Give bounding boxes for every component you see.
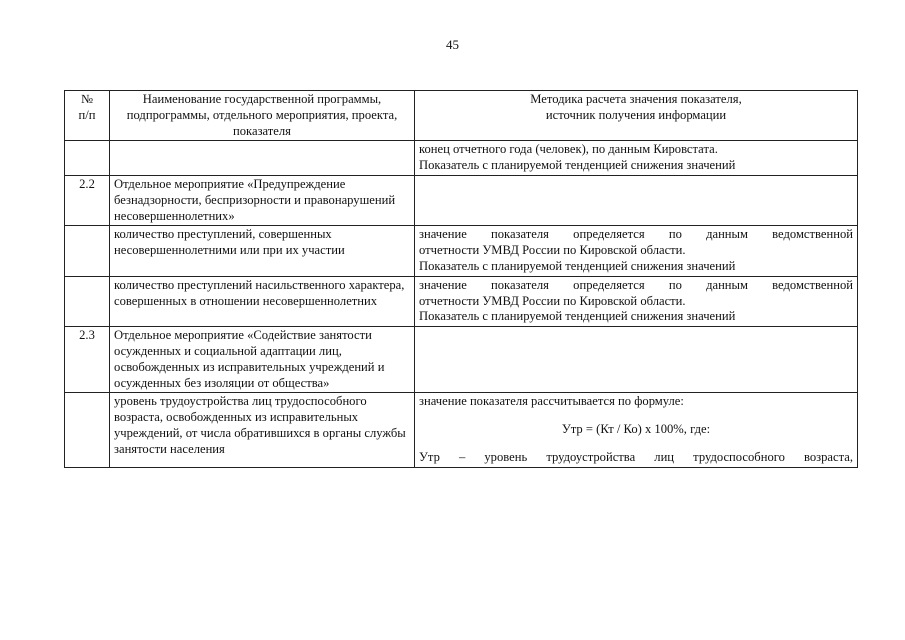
row-number	[65, 141, 110, 176]
row-name: Отдельное мероприятие «Содействие занятости осужденных и социальной адаптации лиц, освобожденных из исправительных учреждений и осужденных без изоляции от общества»	[110, 327, 415, 393]
row-name: Отдельное мероприятие «Предупреждение безнадзорности, беспризорности и правонарушений несовершеннолетних»	[110, 175, 415, 225]
row-method	[415, 276, 858, 326]
table-row	[65, 141, 858, 176]
table-row	[65, 226, 858, 276]
row-name: уровень трудоустройства лиц трудоспособного возраста, освобожденных из исправительных учреждений, от числа обратившихся в органы службы занятости населения	[110, 393, 415, 467]
row-number	[65, 393, 110, 467]
indicators-table	[64, 90, 858, 468]
row-number: 2.2	[65, 175, 110, 225]
row-method	[415, 175, 858, 225]
table-row	[65, 276, 858, 326]
row-method-line: значение показателя определяется по данным ведомственной	[419, 227, 853, 242]
row-method	[415, 141, 858, 176]
row-name	[110, 141, 415, 176]
table-header-row	[65, 91, 858, 141]
header-name: Наименование государственной программы, подпрограммы, отдельного мероприятия, проекта, показателя	[110, 91, 415, 141]
row-method-line: отчетности УМВД России по Кировской области.	[419, 293, 686, 308]
header-method-line2: источник получения информации	[545, 107, 727, 122]
row-name: количество преступлений, совершенных несовершеннолетними или при их участии	[110, 226, 415, 276]
page-number: 45	[446, 37, 459, 52]
row-method-line: Показатель с планируемой тенденцией снижения значений	[419, 158, 736, 173]
row-method	[415, 327, 858, 393]
table-row	[65, 327, 858, 393]
row-method	[415, 393, 858, 467]
row-number: 2.3	[65, 327, 110, 393]
table-row	[65, 393, 858, 467]
row-method	[415, 226, 858, 276]
row-method-line: значение показателя определяется по данным ведомственной	[419, 277, 853, 292]
row-number	[65, 226, 110, 276]
header-number-line1: №	[80, 92, 94, 106]
header-method-line1: Методика расчета значения показателя,	[530, 92, 742, 106]
table-row	[65, 175, 858, 225]
header-number	[65, 91, 110, 141]
row-number	[65, 276, 110, 326]
row-method-line: Показатель с планируемой тенденцией снижения значений	[419, 309, 736, 324]
row-method-line: Показатель с планируемой тенденцией снижения значений	[419, 258, 736, 273]
row-method-formula: Утр = (Кт / Ко) х 100%, где:	[561, 422, 711, 437]
row-method-line: отчетности УМВД России по Кировской области.	[419, 243, 686, 258]
header-number-line2: п/п	[78, 107, 96, 122]
row-method-line: Утр – уровень трудоустройства лиц трудоспособного возраста,	[419, 449, 853, 464]
row-method-line: значение показателя рассчитывается по формуле:	[419, 394, 684, 409]
header-method	[415, 91, 858, 141]
row-method-line: конец отчетного года (человек), по данным Кировстата.	[419, 142, 718, 157]
row-name: количество преступлений насильственного характера, совершенных в отношении несовершеннолетних	[110, 276, 415, 326]
